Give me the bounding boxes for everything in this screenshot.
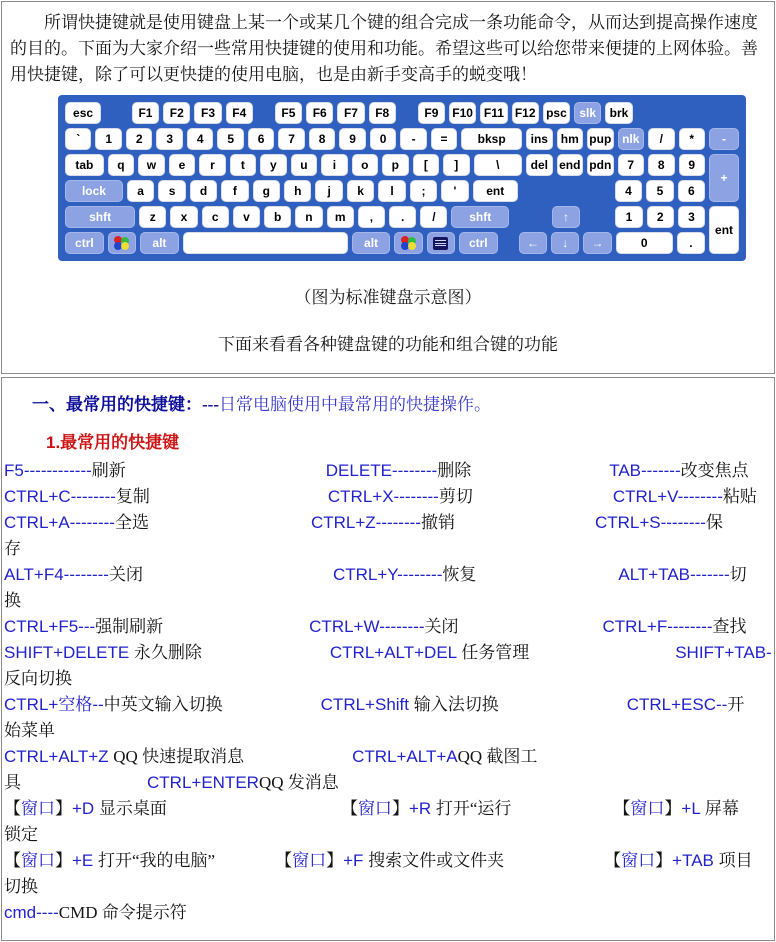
shortcut-line [4, 510, 774, 536]
shortcut-line [4, 874, 774, 900]
key-ins: ins [526, 128, 552, 150]
column-gap [471, 475, 609, 476]
shortcut-key: CTRL+Z-------- [310, 513, 421, 532]
keyboard-gap [400, 102, 414, 124]
key-ctrl-right: ctrl [459, 232, 498, 254]
windows-logo-icon [401, 236, 416, 250]
key-q: q [108, 154, 134, 176]
shortcut-key: 窗口 [621, 851, 656, 870]
shortcut-key: CTRL+C-------- [4, 487, 116, 506]
shortcut-desc: 输入法切换 [413, 695, 499, 714]
shortcuts-section-box [1, 377, 775, 941]
key-8: 8 [309, 128, 335, 150]
key-numpad-4: 4 [615, 180, 642, 202]
key-numpad-slash: / [648, 128, 674, 150]
keyboard-main-rows [65, 128, 705, 254]
key-f12: F12 [512, 102, 539, 124]
shortcut-key: +F [343, 851, 369, 870]
key-arrow-down: ↓ [551, 232, 579, 254]
key-win [108, 232, 136, 254]
shortcut-desc: 【 [613, 799, 631, 818]
key-slk: slk [574, 102, 601, 124]
menu-icon [433, 237, 448, 250]
shortcut-desc: 撤销 [420, 513, 455, 532]
shortcut-desc: 锁定 [4, 825, 38, 844]
key-a: a [127, 180, 154, 202]
shortcut-key: CTRL+F5--- [4, 617, 96, 636]
column-gap [202, 657, 330, 658]
shortcut-desc: 开 [727, 695, 745, 714]
key-k: k [347, 180, 374, 202]
shortcut-key: +TAB [672, 851, 719, 870]
key-backslash: \ [474, 154, 523, 176]
column-gap [455, 527, 595, 528]
shortcut-key: +L [681, 799, 705, 818]
key-f7: F7 [337, 102, 364, 124]
shortcut-line [4, 900, 774, 926]
keyboard-gap [637, 102, 739, 124]
key-psc: psc [543, 102, 570, 124]
shortcut-key: 窗口 [21, 799, 55, 818]
shortcut-desc: 始菜单 [4, 721, 55, 740]
shortcut-line [4, 640, 774, 666]
key-numpad-minus: - [709, 128, 739, 150]
shortcut-desc: CMD 命令提示符 [58, 903, 187, 922]
shortcut-desc: 打开“我的电脑” [98, 851, 216, 870]
keyboard-gap [584, 206, 612, 228]
top-section-box [1, 1, 775, 374]
key-6: 6 [248, 128, 274, 150]
keyboard-gap [513, 206, 548, 228]
shortcut-desc: 复制 [115, 487, 150, 506]
key-shft-right: shft [451, 206, 509, 228]
shortcut-line [4, 536, 774, 562]
shortcut-desc: 显示桌面 [98, 799, 167, 818]
column-gap [163, 631, 309, 632]
shortcut-desc: 【 [4, 851, 21, 870]
shortcut-line [4, 458, 774, 484]
shortcut-key: 窗口 [292, 851, 327, 870]
shortcut-desc: 存 [4, 539, 21, 558]
shortcut-line [4, 796, 774, 822]
shortcut-desc: 【 [604, 851, 622, 870]
key-z: z [139, 206, 166, 228]
column-gap [143, 579, 333, 580]
key-m: m [327, 206, 354, 228]
shortcut-key: ALT+F4-------- [4, 565, 109, 584]
shortcut-key: SHIFT+TAB- [675, 643, 772, 662]
column-gap [473, 501, 613, 502]
column-gap [21, 787, 147, 788]
shortcut-desc: 】 [55, 799, 72, 818]
key-esc: esc [65, 102, 101, 124]
key-numpad-period: . [677, 232, 705, 254]
key-o: o [352, 154, 378, 176]
key-arrow-right: → [583, 232, 611, 254]
shortcut-line [4, 614, 774, 640]
keyboard-side-column [709, 128, 739, 254]
key-tab: tab [65, 154, 104, 176]
key-f5: F5 [275, 102, 302, 124]
key-lock: lock [65, 180, 123, 202]
shortcut-key: 窗口 [630, 799, 665, 818]
shortcut-key: CTRL+ESC-- [626, 695, 728, 714]
section-heading [32, 392, 774, 418]
key-f10: F10 [449, 102, 476, 124]
key-nlk: nlk [618, 128, 644, 150]
key-j: j [315, 180, 342, 202]
key-numpad-8: 8 [648, 154, 674, 176]
shortcut-desc: 剪切 [438, 487, 473, 506]
key-pdn: pdn [587, 154, 613, 176]
key-minus: - [400, 128, 426, 150]
key-f8: F8 [369, 102, 396, 124]
keyboard-gap [105, 102, 128, 124]
keyboard-caption: （图为标准键盘示意图） [294, 288, 482, 307]
column-gap [511, 813, 613, 814]
key-numpad-3: 3 [678, 206, 705, 228]
shortcut-key: +D [72, 799, 99, 818]
key-period: . [389, 206, 416, 228]
shortcut-desc: 具 [4, 773, 21, 792]
shortcut-desc: QQ 截图工 [457, 747, 538, 766]
keyboard-row-5 [65, 206, 705, 228]
key-f6: F6 [306, 102, 333, 124]
key-9: 9 [339, 128, 365, 150]
column-gap [167, 813, 341, 814]
shortcut-desc: 切换 [4, 877, 38, 896]
intro-paragraph: 所谓快捷键就是使用键盘上某一个或某几个键的组合完成一条功能命令，从而达到提高操作速度的目的。下面为大家介绍一些常用快捷键的使用和功能。希望这些可以给您带来便捷的上网体验。善用快捷键，除了可以更快捷的使用电脑，也是由新手变高手的蜕变哦！ [10, 13, 758, 84]
column-gap [215, 865, 275, 866]
key-f4: F4 [226, 102, 253, 124]
shortcut-key: cmd---- [4, 903, 59, 922]
key-equals: = [431, 128, 457, 150]
key-n: n [295, 206, 322, 228]
key-e: e [169, 154, 195, 176]
shortcut-desc: 查找 [712, 617, 747, 636]
keyboard-gap [257, 102, 271, 124]
key-y: y [260, 154, 286, 176]
key-numpad-star: * [679, 128, 705, 150]
shortcut-desc: 打开“运行 [435, 799, 512, 818]
key-bksp: bksp [461, 128, 522, 150]
key-arrow-left: ← [519, 232, 547, 254]
key-shft: shft [65, 206, 135, 228]
shortcut-key: CTRL+ALT+DEL [329, 643, 462, 662]
shortcut-desc: 】 [655, 851, 673, 870]
shortcut-desc: 】 [391, 799, 409, 818]
shortcut-line [4, 562, 774, 588]
column-gap [149, 527, 311, 528]
subsection-heading: 1.最常用的快捷键 [46, 433, 180, 452]
key-numpad-7: 7 [618, 154, 644, 176]
shortcut-desc: 任务管理 [461, 643, 530, 662]
key-alt: alt [140, 232, 179, 254]
shortcut-line [4, 822, 774, 848]
key-numpad-5: 5 [646, 180, 673, 202]
keyboard-gap [502, 232, 515, 254]
shortcut-key: DELETE-------- [325, 461, 438, 480]
shortcut-desc: 反向切换 [4, 669, 72, 688]
shortcut-key: CTRL+W-------- [309, 617, 425, 636]
key-i: i [321, 154, 347, 176]
key-d: d [190, 180, 217, 202]
shortcut-desc: 】 [326, 851, 344, 870]
shortcut-desc: QQ 快速提取消息 [113, 747, 245, 766]
shortcut-line [4, 666, 774, 692]
column-gap [126, 475, 326, 476]
key-f2: F2 [163, 102, 190, 124]
key-semicolon: ; [410, 180, 437, 202]
key-f1: F1 [132, 102, 159, 124]
key-v: v [233, 206, 260, 228]
shortcut-key: F5------------ [4, 461, 92, 480]
key-3: 3 [156, 128, 182, 150]
shortcut-key: CTRL+Y-------- [332, 565, 443, 584]
shortcut-desc: 粘贴 [722, 487, 757, 506]
key-2: 2 [126, 128, 152, 150]
shortcut-key: CTRL+ALT+A [352, 747, 458, 766]
key-7: 7 [278, 128, 304, 150]
key-alt-right: alt [352, 232, 391, 254]
shortcut-key: 窗口 [357, 799, 392, 818]
shortcut-desc: 屏幕 [704, 799, 739, 818]
shortcut-key: +E [72, 851, 98, 870]
column-gap [504, 865, 604, 866]
key-numpad-9: 9 [679, 154, 705, 176]
shortcut-desc: 全选 [114, 513, 149, 532]
key-r: r [199, 154, 225, 176]
shortcut-desc: 恢复 [442, 565, 477, 584]
shortcut-key: CTRL+V-------- [612, 487, 723, 506]
shortcut-desc: 切 [729, 565, 747, 584]
shortcut-desc: 刷新 [91, 461, 126, 480]
section-heading-rest: 日常电脑使用中最常用的快捷操作。 [218, 395, 491, 414]
key-numpad-plus: + [709, 154, 739, 202]
key-quote: ' [441, 180, 468, 202]
key-numpad-6: 6 [678, 180, 705, 202]
shortcut-line [4, 588, 774, 614]
shortcut-line [4, 692, 774, 718]
key-c: c [202, 206, 229, 228]
shortcut-desc: QQ 发消息 [258, 773, 339, 792]
shortcut-key: CTRL+ALT+Z [4, 747, 114, 766]
shortcut-key: CTRL+S-------- [594, 513, 706, 532]
shortcut-desc: 改变焦点 [680, 461, 749, 480]
key-brk: brk [605, 102, 632, 124]
shortcut-desc: 换 [4, 591, 21, 610]
shortcut-desc: 关闭 [424, 617, 459, 636]
key-p: p [382, 154, 408, 176]
shortcut-desc: 永久删除 [133, 643, 202, 662]
column-gap [476, 579, 618, 580]
section-heading-bold: 一、最常用的快捷键：--- [32, 395, 219, 414]
key-0: 0 [370, 128, 396, 150]
key-t: t [230, 154, 256, 176]
shortcut-key: CTRL+A-------- [4, 513, 115, 532]
shortcut-desc: 【 [275, 851, 293, 870]
key-numpad-2: 2 [647, 206, 674, 228]
key-x: x [170, 206, 197, 228]
key-h: h [284, 180, 311, 202]
column-gap [223, 709, 321, 710]
key-u: u [291, 154, 317, 176]
shortcut-key: CTRL+X-------- [327, 487, 439, 506]
key-pup: pup [587, 128, 613, 150]
key-menu [427, 232, 455, 254]
key-s: s [158, 180, 185, 202]
key-slash: / [420, 206, 447, 228]
shortcut-key: ALT+TAB------- [618, 565, 730, 584]
keyboard-row-2 [65, 128, 705, 150]
key-g: g [253, 180, 280, 202]
key-4: 4 [187, 128, 213, 150]
keyboard-row-6 [65, 232, 705, 254]
shortcut-line [4, 484, 774, 510]
key-ctrl: ctrl [65, 232, 104, 254]
windows-logo-icon [114, 236, 129, 250]
shortcut-key: CTRL+空格-- [4, 695, 104, 714]
key-hm: hm [557, 128, 583, 150]
shortcut-list [2, 458, 774, 938]
shortcut-key: CTRL+ENTER [147, 773, 259, 792]
keyboard-subtitle: 下面来看看各种键盘键的功能和组合键的功能 [218, 335, 558, 354]
key-comma: , [358, 206, 385, 228]
keyboard-image [58, 95, 746, 261]
shortcut-desc: 】 [55, 851, 72, 870]
key-backtick: ` [65, 128, 91, 150]
key-f9: F9 [418, 102, 445, 124]
key-f11: F11 [480, 102, 507, 124]
key-win-right [394, 232, 422, 254]
key-arrow-up: ↑ [552, 206, 579, 228]
keyboard-row-3 [65, 154, 705, 176]
keyboard-row-4 [65, 180, 705, 202]
keyboard-gap [522, 180, 611, 202]
key-f3: F3 [194, 102, 221, 124]
shortcut-key: SHIFT+DELETE [4, 643, 134, 662]
key-1: 1 [95, 128, 121, 150]
column-gap [150, 501, 328, 502]
key-ent: ent [473, 180, 518, 202]
key-l: l [378, 180, 405, 202]
key-numpad-0: 0 [616, 232, 673, 254]
key-f: f [221, 180, 248, 202]
shortcut-desc: 中英文输入切换 [103, 695, 223, 714]
shortcut-desc: 】 [664, 799, 682, 818]
key-numpad-enter: ent [709, 206, 739, 254]
shortcut-desc: 强制刷新 [95, 617, 164, 636]
shortcut-line [4, 848, 774, 874]
shortcut-key: TAB------- [609, 461, 681, 480]
shortcut-desc: 项目 [718, 851, 753, 870]
shortcut-key: 窗口 [21, 851, 55, 870]
shortcut-line [4, 770, 774, 796]
shortcut-key: CTRL+F-------- [602, 617, 713, 636]
shortcut-key: +R [408, 799, 436, 818]
shortcut-desc: 搜索文件或文件夹 [368, 851, 505, 870]
key-b: b [264, 206, 291, 228]
key-w: w [138, 154, 164, 176]
column-gap [499, 709, 627, 710]
keyboard-row-1 [65, 102, 739, 124]
key-rbracket: ] [443, 154, 469, 176]
key-lbracket: [ [413, 154, 439, 176]
column-gap [459, 631, 603, 632]
key-end: end [557, 154, 583, 176]
shortcut-desc: 删除 [437, 461, 472, 480]
column-gap [244, 761, 352, 762]
shortcut-line [4, 744, 774, 770]
key-5: 5 [217, 128, 243, 150]
shortcut-desc: 【 [340, 799, 358, 818]
shortcut-desc: 【 [4, 799, 21, 818]
key-space [183, 232, 348, 254]
shortcut-desc: 保 [705, 513, 723, 532]
column-gap [529, 657, 675, 658]
shortcut-desc: 关闭 [108, 565, 143, 584]
key-del: del [526, 154, 552, 176]
key-numpad-1: 1 [615, 206, 642, 228]
shortcut-key: CTRL+Shift [320, 695, 414, 714]
keyboard-lower-area [65, 128, 739, 254]
shortcut-line [4, 718, 774, 744]
